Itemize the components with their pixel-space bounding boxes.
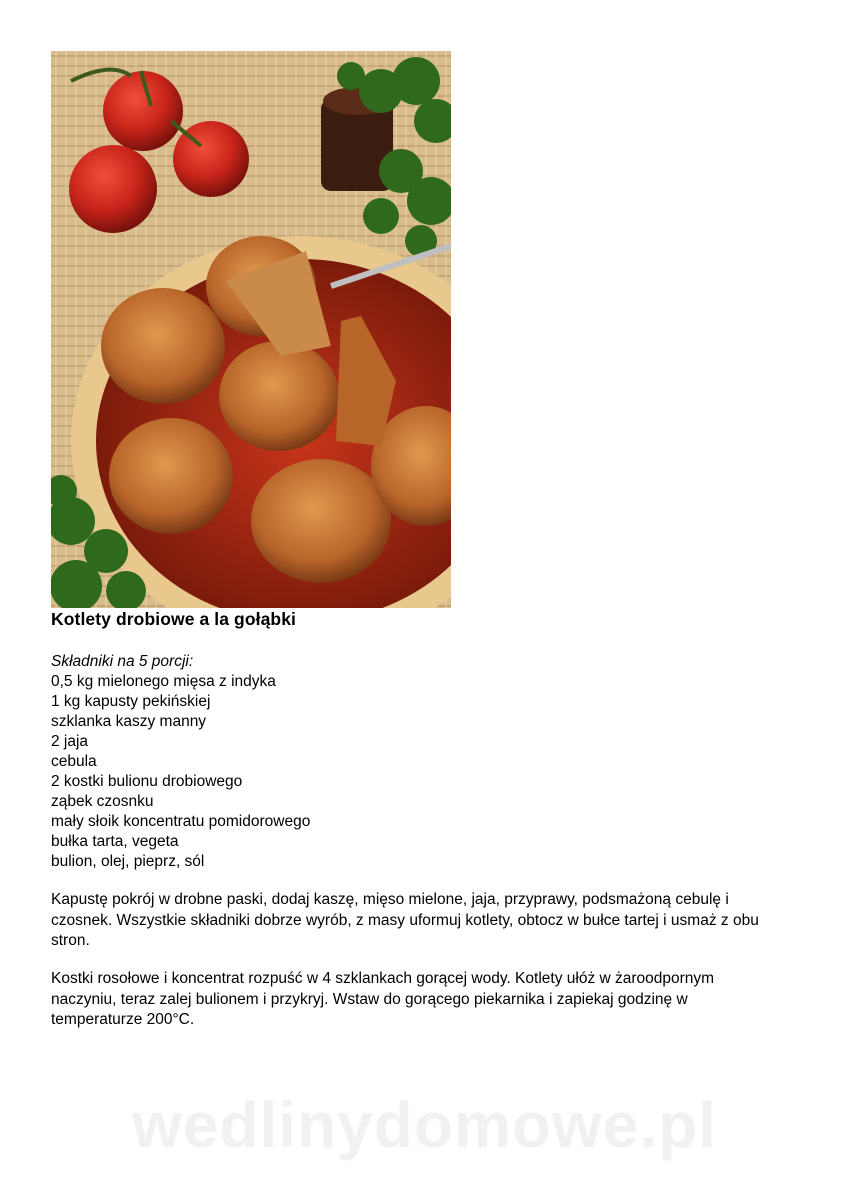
recipe-photo bbox=[51, 51, 451, 608]
ingredient-item: szklanka kaszy manny bbox=[51, 713, 207, 730]
ingredient-item: 2 kostki bulionu drobiowego bbox=[51, 773, 243, 790]
preparation-step-1: Kapustę pokrój w drobne paski, dodaj kaszę, mięso mielone, jaja, przyprawy, podsmażoną cebulę i czosnek. Wszystkie składniki dobrze wyrób, z masy uformuj kotlety, obtocz w bułce tartej i usmaż z obu stron. bbox=[51, 891, 759, 949]
recipe-title: Kotlety drobiowe a la gołąbki bbox=[51, 609, 297, 629]
ingredient-item: cebula bbox=[51, 753, 97, 770]
preparation-step-2: Kostki rosołowe i koncentrat rozpuść w 4 szklankach gorącej wody. Kotlety ułóż w żaroodpornym naczyniu, teraz zalej bulionem i przykryj. Wstaw do gorącego piekarnika i zapiekaj godzinę w temperaturze 200°C. bbox=[51, 970, 715, 1028]
ingredients-heading: Składniki na 5 porcji: bbox=[51, 653, 194, 670]
dish-photo-icon bbox=[51, 51, 451, 608]
ingredient-item: bułka tarta, vegeta bbox=[51, 833, 179, 850]
ingredient-item: ząbek czosnku bbox=[51, 793, 154, 810]
ingredient-item: mały słoik koncentratu pomidorowego bbox=[51, 813, 311, 830]
ingredient-item: 1 kg kapusty pekińskiej bbox=[51, 693, 211, 710]
ingredients-list bbox=[51, 652, 310, 872]
ingredient-item: 2 jaja bbox=[51, 733, 89, 750]
ingredient-item: bulion, olej, pieprz, sól bbox=[51, 853, 205, 870]
watermark: wedlinydomowe.pl bbox=[132, 1089, 717, 1161]
ingredient-item: 0,5 kg mielonego mięsa z indyka bbox=[51, 673, 276, 690]
